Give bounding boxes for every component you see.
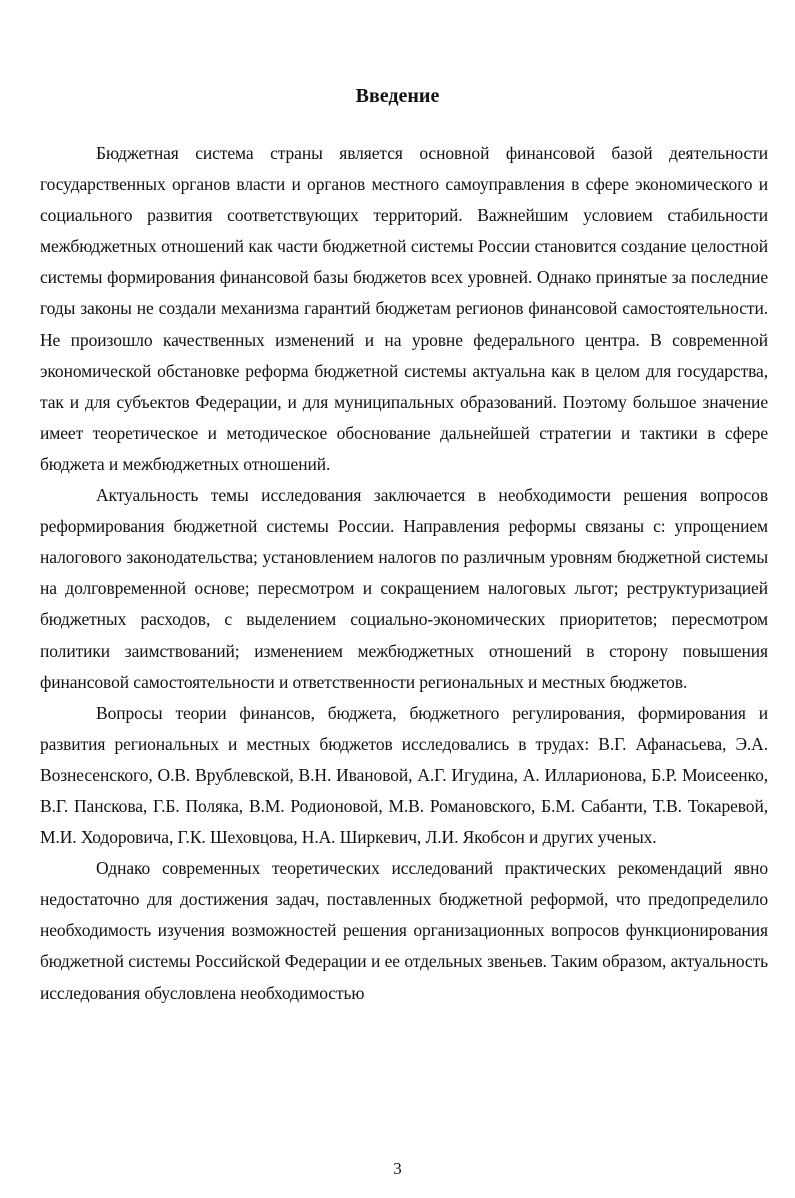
paragraph-relevance: Актуальность темы исследования заключается в необходимости решения вопросов реформирования бюджетной системы России. Направления реформы связаны с: упрощением налогового законодательства; установлением налогов по различным уровням бюджетной системы на долговременной основе; пересмотром и сокращением налоговых льгот; реструктуризацией бюджетных расходов, с выделением социально-экономических приоритетов; пересмотром политики заимствований; изменением межбюджетных отношений в сторону повышения финансовой самостоятельности и ответственности региональных и местных бюджетов.: [40, 485, 768, 692]
page-title: Введение: [355, 85, 440, 107]
page-number: 3: [393, 1159, 402, 1178]
paragraph-literature: Вопросы теории финансов, бюджета, бюджетного регулирования, формирования и развития региональных и местных бюджетов исследовались в трудах: В.Г. Афанасьева, Э.А. Вознесенского, О.В. Врублевской, В.Н. Ивановой, А.Г. Игудина, А. Илларионова, Б.Р. Моисеенко, В.Г. Панскова, Г.Б. Поляка, В.М. Родионовой, М.В. Романовского, Б.М. Сабанти, Т.В. Токаревой, М.И. Ходоровича, Г.К. Шеховцова, Н.А. Ширкевич, Л.И. Якобсон и других ученых.: [40, 702, 768, 848]
body-text: [40, 138, 768, 1009]
paragraph-research-gap: Однако современных теоретических исследований практических рекомендаций явно недостаточно для достижения задач, поставленных бюджетной реформой, что предопределило необходимость изучения возможностей решения организационных вопросов функционирования бюджетной системы Российской Федерации и ее отдельных звеньев. Таким образом, актуальность исследования обусловлена необходимостью: [40, 858, 768, 1003]
paragraph-budget-system: Бюджетная система страны является основной финансовой базой деятельности государственных органов власти и органов местного самоуправления в сфере экономического и социального развития соответствующих территорий. Важнейшим условием стабильности межбюджетных отношений как части бюджетной системы России становится создание целостной системы формирования финансовой базы бюджетов всех уровней. Однако принятые за последние годы законы не создали механизма гарантий бюджетам регионов финансовой самостоятельности. Не произошло качественных изменений и на уровне федерального центра. В современной экономической обстановке реформа бюджетной системы актуальна как в целом для государства, так и для субъектов Федерации, и для муниципальных образований. Поэтому большое значение имеет теоретическое и методическое обоснование дальнейшей стратегии и тактики в сфере бюджета и межбюджетных отношений.: [40, 143, 768, 474]
